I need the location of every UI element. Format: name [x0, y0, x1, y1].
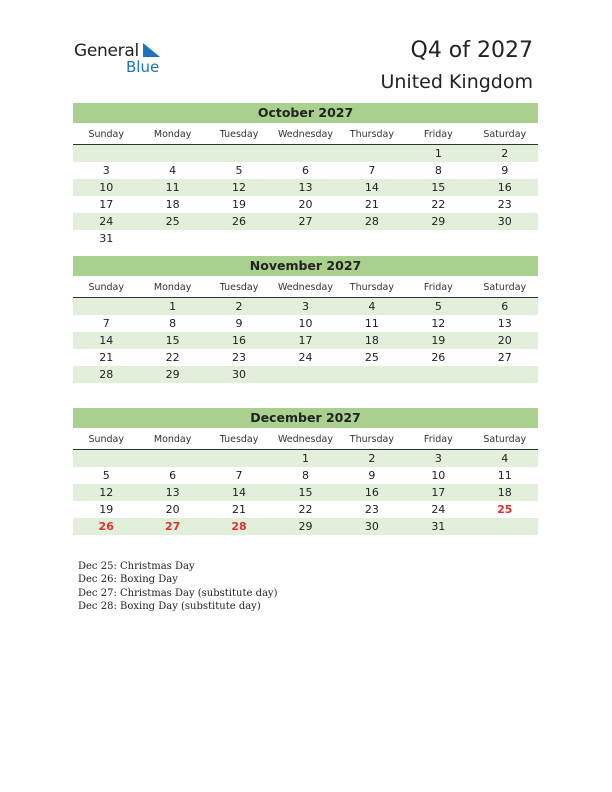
- day-cell: 11: [364, 317, 379, 330]
- weekday-label: Thursday: [349, 282, 394, 293]
- day-cell: 21: [364, 198, 379, 211]
- week-row: [73, 501, 538, 518]
- day-cell: 23: [497, 198, 512, 211]
- weekday-label: Friday: [423, 434, 453, 445]
- day-cell: 4: [368, 300, 376, 313]
- logo-word-blue: Blue: [126, 58, 160, 76]
- logo-word-general: General: [74, 41, 139, 61]
- weekday-header-row: [73, 431, 538, 450]
- empty-day-cell: [472, 518, 538, 535]
- day-cell: 18: [364, 334, 379, 347]
- page-subtitle: United Kingdom: [380, 71, 533, 93]
- day-cell: 15: [298, 486, 313, 499]
- day-cell: 25: [497, 503, 513, 516]
- day-cell: 19: [431, 334, 446, 347]
- empty-day-cell: [73, 450, 139, 467]
- empty-day-cell: [206, 230, 272, 247]
- day-cell: 7: [368, 164, 376, 177]
- day-cell: 4: [169, 164, 177, 177]
- week-row: [73, 332, 538, 349]
- day-cell: 26: [98, 520, 114, 533]
- day-cell: 18: [497, 486, 512, 499]
- day-cell: 14: [99, 334, 114, 347]
- holiday-note: Dec 26: Boxing Day: [78, 574, 178, 586]
- week-row: [73, 349, 538, 366]
- day-cell: 26: [232, 215, 247, 228]
- weekday-header-row: [73, 279, 538, 298]
- day-cell: 12: [431, 317, 446, 330]
- empty-day-cell: [472, 230, 538, 247]
- day-cell: 29: [431, 215, 446, 228]
- empty-day-cell: [139, 450, 205, 467]
- day-cell: 27: [164, 520, 181, 533]
- day-cell: 29: [165, 368, 180, 381]
- empty-day-cell: [405, 230, 471, 247]
- day-cell: 4: [501, 452, 509, 465]
- day-cell: 16: [232, 334, 247, 347]
- day-cell: 26: [431, 351, 446, 364]
- day-cell: 2: [501, 147, 509, 160]
- holiday-note: Dec 27: Christmas Day (substitute day): [78, 587, 278, 599]
- day-cell: 18: [165, 198, 180, 211]
- day-cell: 3: [301, 300, 309, 313]
- day-cell: 14: [232, 486, 247, 499]
- weekday-label: Saturday: [483, 282, 527, 293]
- day-cell: 17: [298, 334, 313, 347]
- weekday-label: Sunday: [88, 282, 124, 293]
- day-cell: 23: [232, 351, 247, 364]
- day-cell: 25: [364, 351, 379, 364]
- week-row: [73, 179, 538, 196]
- empty-day-cell: [472, 366, 538, 383]
- day-cell: 17: [99, 198, 114, 211]
- day-cell: 7: [102, 317, 110, 330]
- empty-day-cell: [339, 366, 405, 383]
- day-cell: 9: [235, 317, 243, 330]
- day-cell: 8: [301, 469, 309, 482]
- day-cell: 10: [99, 181, 114, 194]
- weekday-label: Saturday: [483, 129, 527, 140]
- month-december: [73, 408, 538, 535]
- day-cell: 27: [497, 351, 512, 364]
- weekday-label: Sunday: [88, 129, 124, 140]
- day-cell: 30: [364, 520, 379, 533]
- day-cell: 1: [301, 452, 309, 465]
- week-row: [73, 213, 538, 230]
- page-title: Q4 of 2027: [410, 38, 533, 63]
- day-cell: 31: [431, 520, 446, 533]
- weekday-label: Saturday: [483, 434, 527, 445]
- day-cell: 3: [102, 164, 110, 177]
- day-cell: 20: [497, 334, 512, 347]
- day-cell: 28: [99, 368, 114, 381]
- day-cell: 19: [99, 503, 114, 516]
- weekday-label: Tuesday: [219, 434, 259, 445]
- day-cell: 2: [368, 452, 376, 465]
- day-cell: 15: [165, 334, 180, 347]
- week-row: [73, 315, 538, 332]
- day-cell: 13: [165, 486, 180, 499]
- day-cell: 5: [235, 164, 243, 177]
- day-cell: 28: [364, 215, 379, 228]
- day-cell: 6: [501, 300, 509, 313]
- day-cell: 28: [231, 520, 247, 533]
- day-cell: 10: [431, 469, 446, 482]
- empty-day-cell: [139, 230, 205, 247]
- day-cell: 30: [232, 368, 247, 381]
- day-cell: 13: [497, 317, 512, 330]
- holiday-notes: [78, 560, 277, 614]
- empty-day-cell: [206, 145, 272, 162]
- empty-day-cell: [339, 230, 405, 247]
- empty-day-cell: [206, 450, 272, 467]
- weekday-label: Sunday: [88, 434, 124, 445]
- week-row: [73, 298, 538, 315]
- month-title: October 2027: [73, 103, 538, 123]
- empty-day-cell: [272, 230, 338, 247]
- day-cell: 29: [298, 520, 313, 533]
- day-cell: 5: [434, 300, 442, 313]
- week-row: [73, 467, 538, 484]
- weekday-label: Wednesday: [277, 434, 333, 445]
- day-cell: 14: [364, 181, 379, 194]
- day-cell: 15: [431, 181, 446, 194]
- weekday-label: Wednesday: [277, 282, 333, 293]
- day-cell: 27: [298, 215, 313, 228]
- empty-day-cell: [272, 145, 338, 162]
- day-cell: 11: [497, 469, 512, 482]
- day-cell: 20: [165, 503, 180, 516]
- weekday-label: Wednesday: [277, 129, 333, 140]
- month-october: [73, 103, 538, 247]
- day-cell: 21: [232, 503, 247, 516]
- empty-day-cell: [139, 145, 205, 162]
- day-cell: 11: [165, 181, 180, 194]
- day-cell: 8: [434, 164, 442, 177]
- day-cell: 19: [232, 198, 247, 211]
- week-row: [73, 366, 538, 383]
- day-cell: 2: [235, 300, 243, 313]
- day-cell: 1: [169, 300, 177, 313]
- weekday-label: Tuesday: [219, 129, 259, 140]
- day-cell: 31: [99, 232, 114, 245]
- day-cell: 6: [169, 469, 177, 482]
- week-row: [73, 230, 538, 247]
- day-cell: 12: [232, 181, 247, 194]
- day-cell: 22: [165, 351, 180, 364]
- logo-triangle-icon: [141, 43, 161, 59]
- empty-day-cell: [405, 366, 471, 383]
- week-row: [73, 162, 538, 179]
- day-cell: 30: [497, 215, 512, 228]
- day-cell: 9: [368, 469, 376, 482]
- weekday-label: Friday: [423, 129, 453, 140]
- month-november: [73, 256, 538, 383]
- weekday-label: Friday: [423, 282, 453, 293]
- month-title: December 2027: [73, 408, 538, 428]
- empty-day-cell: [73, 145, 139, 162]
- empty-day-cell: [272, 366, 338, 383]
- week-row: [73, 196, 538, 213]
- day-cell: 1: [434, 147, 442, 160]
- day-cell: 24: [298, 351, 313, 364]
- weekday-label: Monday: [153, 129, 192, 140]
- day-cell: 16: [497, 181, 512, 194]
- week-row: [73, 518, 538, 535]
- day-cell: 17: [431, 486, 446, 499]
- day-cell: 23: [364, 503, 379, 516]
- week-row: [73, 450, 538, 467]
- day-cell: 12: [99, 486, 114, 499]
- day-cell: 20: [298, 198, 313, 211]
- logo: [74, 41, 174, 77]
- day-cell: 21: [99, 351, 114, 364]
- weekday-header-row: [73, 126, 538, 145]
- month-title: November 2027: [73, 256, 538, 276]
- day-cell: 8: [169, 317, 177, 330]
- day-cell: 7: [235, 469, 243, 482]
- week-row: [73, 145, 538, 162]
- weekday-label: Thursday: [349, 129, 394, 140]
- day-cell: 5: [102, 469, 110, 482]
- day-cell: 25: [165, 215, 180, 228]
- weekday-label: Monday: [153, 282, 192, 293]
- week-row: [73, 484, 538, 501]
- day-cell: 10: [298, 317, 313, 330]
- day-cell: 24: [431, 503, 446, 516]
- holiday-note: Dec 25: Christmas Day: [78, 561, 195, 572]
- empty-day-cell: [73, 298, 139, 315]
- day-cell: 22: [298, 503, 313, 516]
- day-cell: 9: [501, 164, 509, 177]
- day-cell: 13: [298, 181, 313, 194]
- weekday-label: Tuesday: [219, 282, 259, 293]
- weekday-label: Thursday: [349, 434, 394, 445]
- day-cell: 3: [434, 452, 442, 465]
- day-cell: 22: [431, 198, 446, 211]
- holiday-note: Dec 28: Boxing Day (substitute day): [78, 601, 261, 613]
- weekday-label: Monday: [153, 434, 192, 445]
- day-cell: 16: [364, 486, 379, 499]
- empty-day-cell: [339, 145, 405, 162]
- day-cell: 24: [99, 215, 114, 228]
- day-cell: 6: [301, 164, 309, 177]
